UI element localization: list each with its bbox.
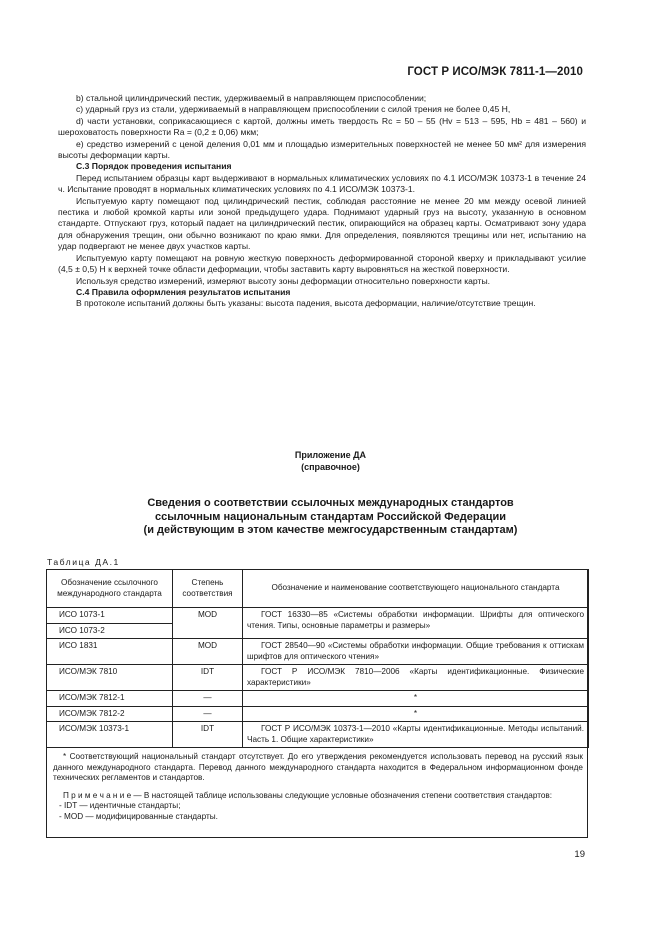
national-standard-cell: * [243, 706, 589, 722]
document-code-header: ГОСТ Р ИСО/МЭК 7811-1—2010 [407, 66, 583, 78]
column-header: Обозначение ссылочного международного стандарта [47, 570, 173, 608]
intl-standard-cell: ИСО 1073-2 [47, 623, 173, 639]
table-footnote: * Соответствующий национальный стандарт отсутствует. До его утверждения рекомендуется использовать перевод на русский язык данного международного стандарта. Перевод данного международного стандарта находится в Федеральном информационном фонде технических регламентов и стандартов. [53, 752, 583, 783]
note-list-item: - MOD — модифицированные стандарты. [59, 811, 218, 821]
body-text [58, 93, 586, 310]
degree-cell: IDT [173, 665, 243, 691]
heading-line: ссылочным национальным стандартам Российской Федерации [154, 510, 507, 523]
column-header: Степень соответствия [173, 570, 243, 608]
intl-standard-cell: ИСО 1073-1 [47, 608, 173, 624]
table-notes [53, 752, 583, 823]
appendix-title-block [0, 449, 661, 473]
national-standard-cell: ГОСТ Р ИСО/МЭК 7810—2006 «Карты идентификационные. Физические характеристики» [243, 665, 589, 691]
column-header: Обозначение и наименование соответствующего национального стандарта [243, 570, 589, 608]
table-header-row [47, 570, 589, 608]
list-item-b: b) стальной цилиндрический пестик, удерживаемый в направляющем приспособлении; [76, 93, 427, 103]
table-row [47, 722, 589, 748]
intl-standard-cell: ИСО/МЭК 7812-1 [47, 691, 173, 707]
intl-standard-cell: ИСО 1831 [47, 639, 173, 665]
national-standard-cell: ГОСТ 16330—85 «Системы обработки информации. Шрифты для оптического чтения. Типы, основные параметры и размеры» [243, 608, 589, 639]
list-item-e: e) средство измерений с ценой деления 0,01 мм и площадью измерительных поверхностей не менее 50 мм² для измерения высоты деформации карты. [58, 138, 586, 161]
table-row [47, 639, 589, 665]
table-row [47, 691, 589, 707]
appendix-subtitle: (справочное) [301, 462, 360, 472]
degree-cell: IDT [173, 722, 243, 748]
table-label: Таблица ДА.1 [47, 557, 120, 567]
national-standard-cell: ГОСТ Р ИСО/МЭК 10373-1—2010 «Карты идентификационные. Методы испытаний. Часть 1. Общие характеристики» [243, 722, 589, 748]
degree-cell: — [173, 706, 243, 722]
section-heading-c4: С.4 Правила оформления результатов испытания [76, 286, 291, 297]
paragraph: Используя средство измерений, измеряют высоту зоны деформации относительно поверхности карты. [76, 275, 491, 286]
intl-standard-cell: ИСО/МЭК 7812-2 [47, 706, 173, 722]
intl-standard-cell: ИСО/МЭК 10373-1 [47, 722, 173, 748]
list-item-d: d) части установки, соприкасающиеся с картой, должны иметь твердость Rc = 50 – 55 (Hv = 513 – 595, Hb = 481 – 560) и шероховатость поверхности Ra = (0,2 ± 0,06) мкм; [58, 115, 586, 138]
paragraph: Испытуемую карту помещают под цилиндрический пестик, соблюдая расстояние не менее 20 мм между осевой линией пестика и любой кромкой карты или зоной предыдущего удара. Поднимают ударный груз на высоту, указанную в основном стандарте. Отпускают груз, который падает на цилиндрический пестик, опирающийся на образец карты. Осматривают зону удара для обнаружения трещин, они обычно возникают по краю ямки. Для определения, появляются трещины или нет, испытанию на удар подвергают не менее двух участков карты. [58, 195, 586, 252]
table-row [47, 706, 589, 722]
note-label: П р и м е ч а н и е [63, 790, 132, 800]
section-heading-c3: С.3 Порядок проведения испытания [76, 161, 232, 172]
degree-cell: MOD [173, 608, 243, 639]
paragraph: Перед испытанием образцы карт выдерживают в нормальных климатических условиях по 4.1 ИСО/МЭК 10373-1 в течение 24 ч. Испытание проводят в нормальных климатических условиях по 4.1 ИСО/МЭК 10373-1. [58, 172, 586, 195]
note-list-item: - IDT — идентичные стандарты; [59, 801, 181, 811]
degree-cell: — [173, 691, 243, 707]
table-row [47, 608, 589, 624]
list-item-c: c) ударный груз из стали, удерживаемый в направляющем приспособлении с силой трения не более 0,45 Н, [76, 104, 511, 115]
degree-cell: MOD [173, 639, 243, 665]
national-standard-cell: ГОСТ 28540—90 «Системы обработки информации. Общие требования к оттискам шрифтов для оптического чтения» [243, 639, 589, 665]
table-row [47, 665, 589, 691]
note-text: — В настоящей таблице использованы следующие условные обозначения степени соответствия стандартов: [131, 790, 553, 800]
appendix-title: Приложение ДА [294, 450, 367, 460]
heading-line: Сведения о соответствии ссылочных международных стандартов [147, 497, 514, 509]
intl-standard-cell: ИСО/МЭК 7810 [47, 665, 173, 691]
appendix-heading [0, 497, 661, 538]
table-note [53, 791, 583, 802]
national-standard-cell: * [243, 691, 589, 707]
page-number: 19 [574, 849, 585, 860]
paragraph: Испытуемую карту помещают на ровную жесткую поверхность деформированной стороной кверху и прикладывают усилие (4,5 ± 0,5) Н к верхней точке области деформации, чтобы заставить карту выровняться на жесткой поверхности. [58, 252, 586, 275]
heading-line: (и действующим в этом качестве межгосударственным стандартам) [143, 524, 518, 536]
paragraph: В протоколе испытаний должны быть указаны: высота падения, высота деформации, наличие/отсутствие трещин. [76, 298, 536, 309]
